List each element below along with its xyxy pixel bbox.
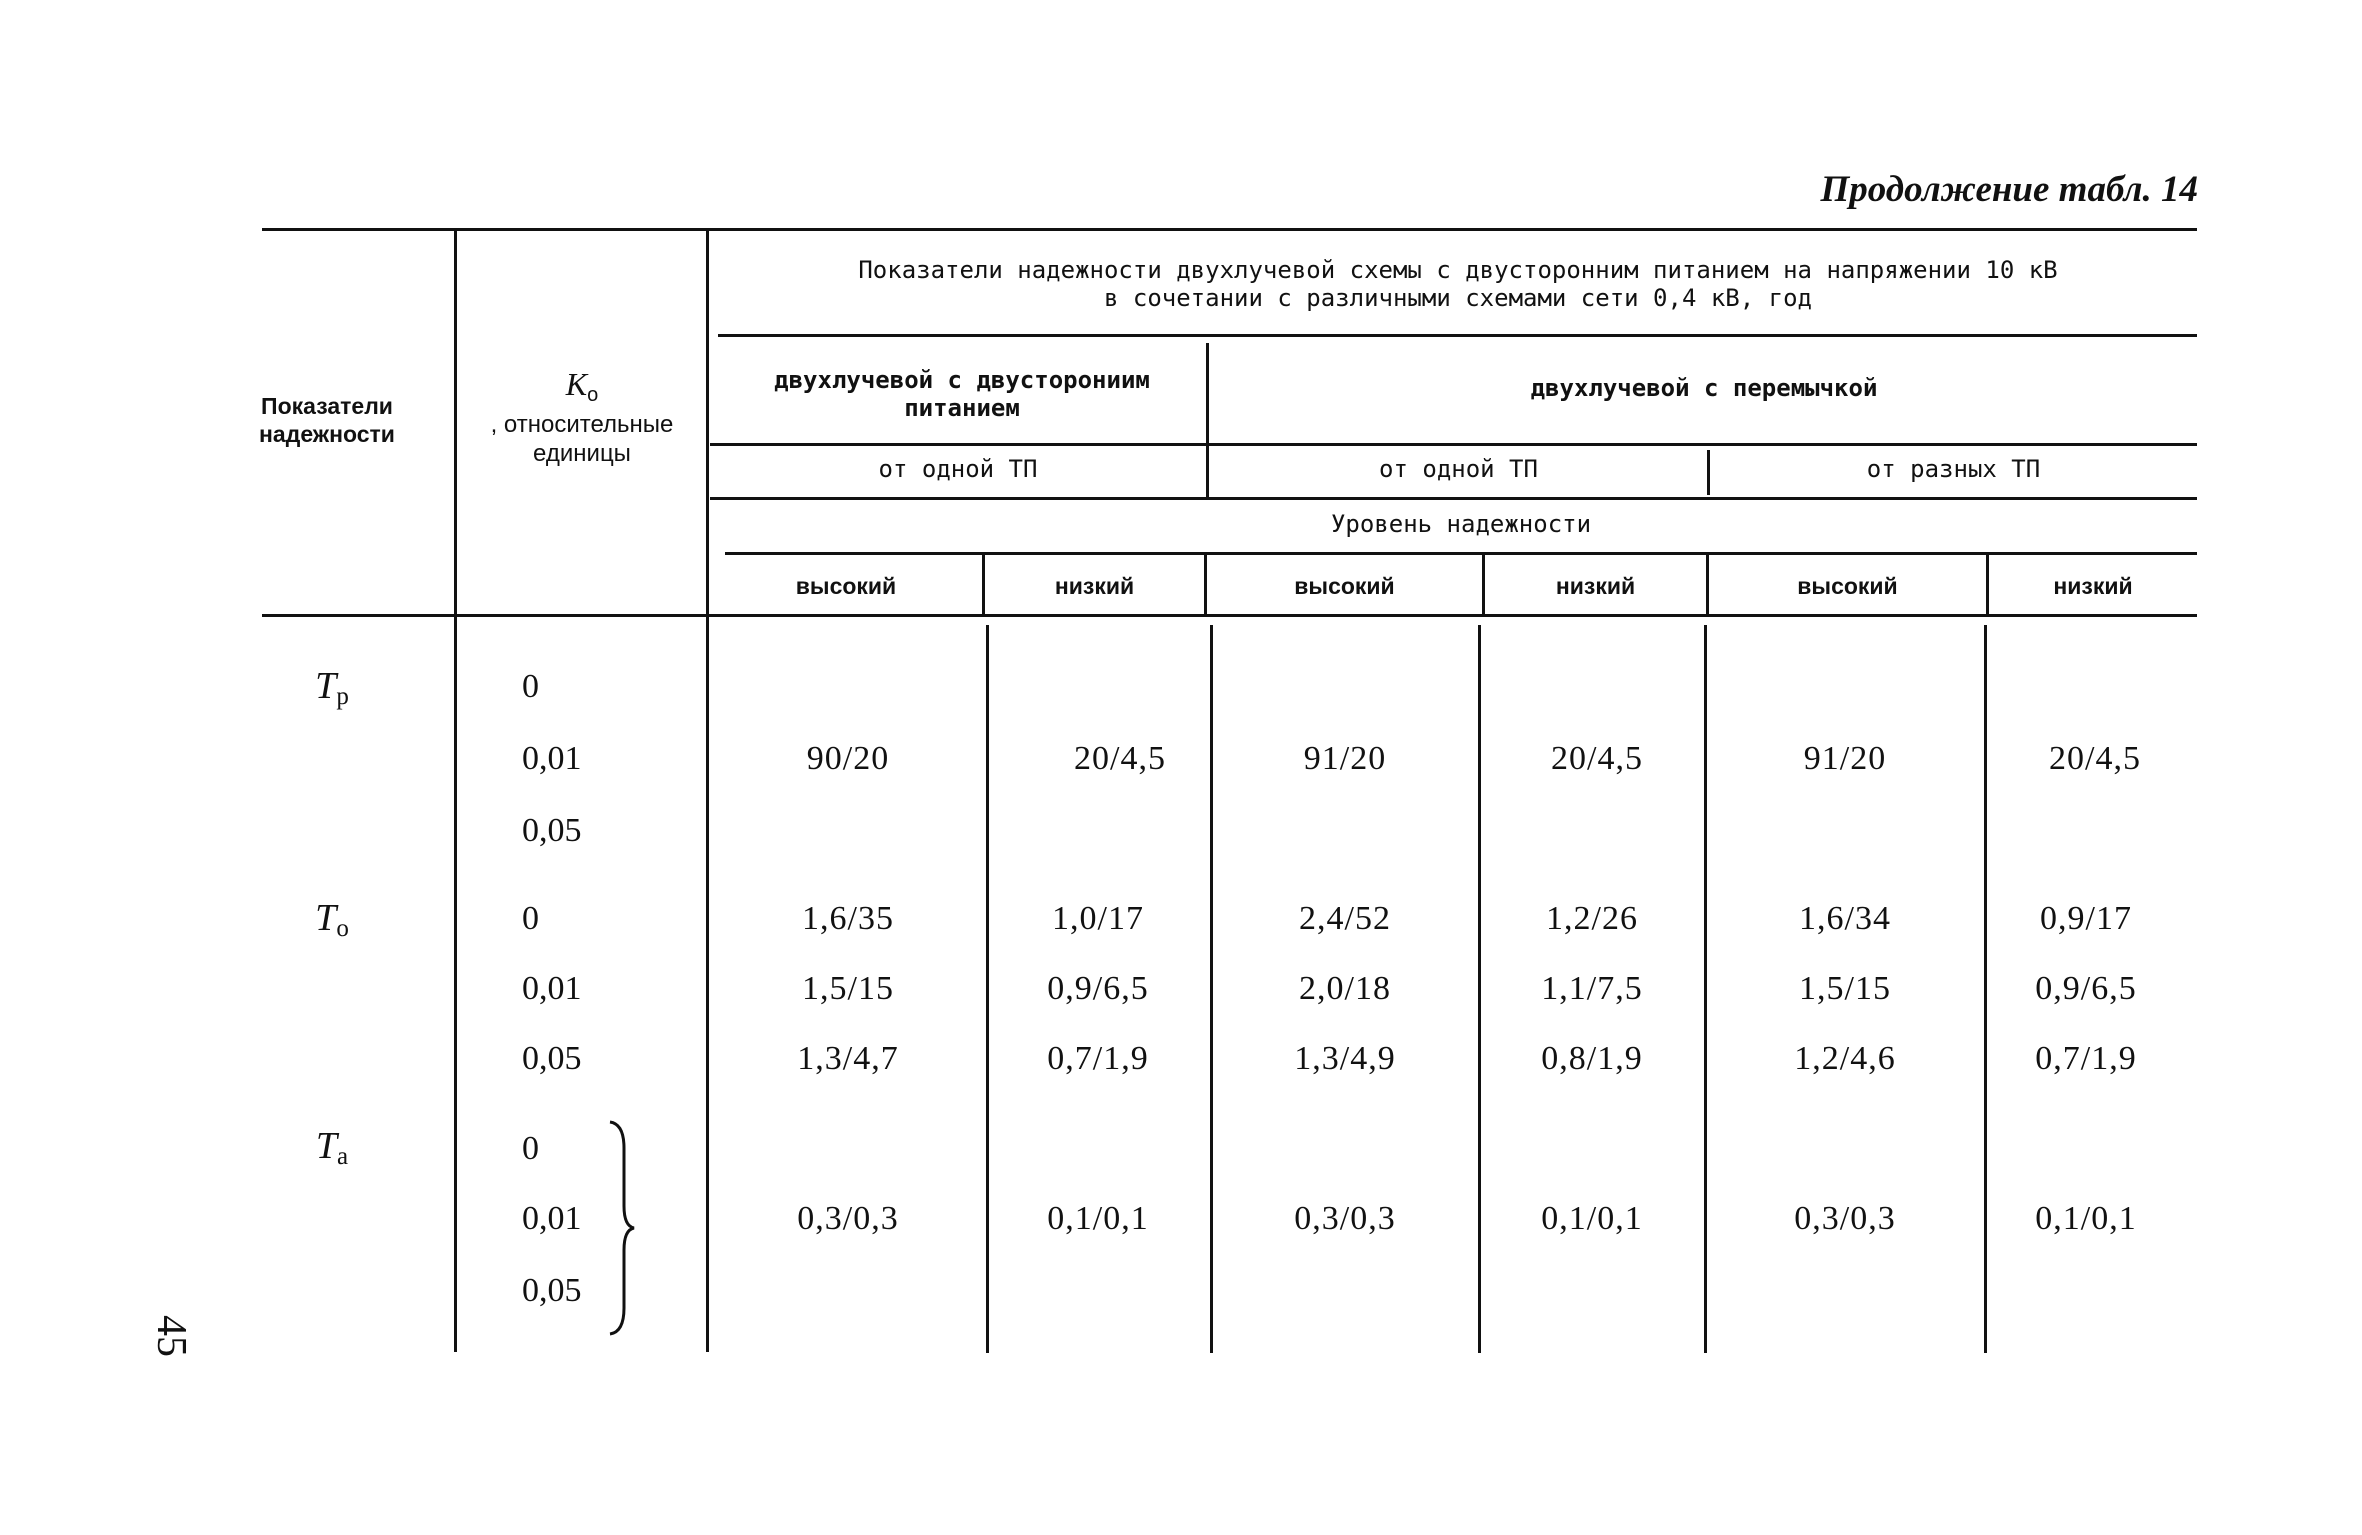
symbol-tp-sub: р [336,683,349,710]
vline-2 [706,230,709,1352]
table-cell: 1,3/4,9 [1294,1040,1396,1077]
symbol-to [272,896,392,943]
group-header-a: двухлучевой с двусторониим питанием [774,366,1150,422]
rule-main-header [718,334,2197,337]
table-cell: 1,5/15 [802,970,894,1007]
table-cell: 0,3/0,3 [1794,1200,1896,1237]
k-symbol: K [565,366,588,402]
level-4: низкий [1555,573,1636,599]
symbol-tp-letter: T [315,665,337,707]
level-5: высокий [1797,573,1898,599]
k-rest: , относительные единицы [490,410,674,467]
table-cell: 2,4/52 [1299,900,1391,937]
rule-group-header [710,443,2197,446]
rule-sub-header [710,497,2197,500]
k-value: 0 [522,1130,539,1167]
table-cell: 0,1/0,1 [2035,1200,2137,1237]
table-cell: 1,0/17 [1052,900,1144,937]
col-header-k [462,366,702,468]
table-cell: 1,6/35 [802,900,894,937]
main-header-line1: Показатели надежности двухлучевой схемы с двусторонним питанием на напряжении 10 кВ [858,256,2058,284]
table-cell: 0,9/17 [2040,900,2132,937]
table-cell: 1,1/7,5 [1541,970,1643,1007]
main-header [720,256,2196,312]
brace-icon [600,1118,640,1338]
table-cell: 0,8/1,9 [1541,1040,1643,1077]
k-value: 0,05 [522,812,582,849]
table-cell: 0,7/1,9 [1047,1040,1149,1077]
page-number: 45 [148,1315,194,1357]
table-cell: 1,5/15 [1799,970,1891,1007]
table-cell: 91/20 [1303,740,1387,777]
symbol-tp [272,664,392,711]
symbol-to-sub: о [336,915,349,942]
table-cell: 1,6/34 [1799,900,1891,937]
rule-level-header [725,552,2197,555]
table-cell: 0,3/0,3 [1294,1200,1396,1237]
level-6: низкий [2053,573,2133,599]
sub-header-b1: от одной ТП [1379,455,1538,483]
table-cell: 1,3/4,7 [797,1040,899,1077]
level-1: высокий [795,573,897,599]
table-cell: 90/20 [806,740,890,777]
table-cell: 1,2/26 [1546,900,1638,937]
table-cell: 0,1/0,1 [1541,1200,1643,1237]
sub-header-a1: от одной ТП [878,455,1038,483]
table-cell: 20/4,5 [1551,740,1643,777]
table-cell: 0,9/6,5 [1047,970,1149,1007]
table-cell: 91/20 [1803,740,1887,777]
symbol-to-letter: T [315,897,337,939]
main-header-line2: в сочетании с различными схемами сети 0,4 кВ, год [1103,284,1812,312]
group-header-b: двухлучевой с перемычкой [1530,374,1878,402]
table-cell: 2,0/18 [1299,970,1391,1007]
table-cell: 1,2/4,6 [1794,1040,1896,1077]
level-2: низкий [1054,573,1135,599]
table-cell: 0,1/0,1 [1047,1200,1149,1237]
k-value: 0,05 [522,1040,582,1077]
table-cell: 0,7/1,9 [2035,1040,2137,1077]
table-cell: 20/4,5 [1074,740,1166,777]
k-value: 0,01 [522,970,582,1007]
rule-top [262,228,2197,231]
k-subscript: о [587,383,599,406]
vline-group-split [1206,343,1209,498]
level-header: Уровень надежности [1330,510,1592,538]
k-value: 0,01 [522,740,582,777]
k-value: 0,05 [522,1272,582,1309]
level-3: высокий [1294,573,1395,599]
k-value: 0,01 [522,1200,582,1237]
symbol-ta [272,1124,392,1171]
k-value: 0 [522,668,539,705]
table-cell: 0,3/0,3 [797,1200,899,1237]
sub-header-b2: от разных ТП [1866,455,2041,483]
symbol-ta-sub: а [337,1143,349,1170]
col-header-indicators: Показатели надежности [259,393,395,447]
table-cell: 0,9/6,5 [2035,970,2137,1007]
continuation-caption: Продолжение табл. 14 [1820,169,2198,210]
k-value: 0 [522,900,539,937]
symbol-ta-letter: T [315,1125,338,1167]
vline-1 [454,230,457,1352]
table-cell: 20/4,5 [2049,740,2141,777]
rule-header-bottom [262,614,2197,617]
